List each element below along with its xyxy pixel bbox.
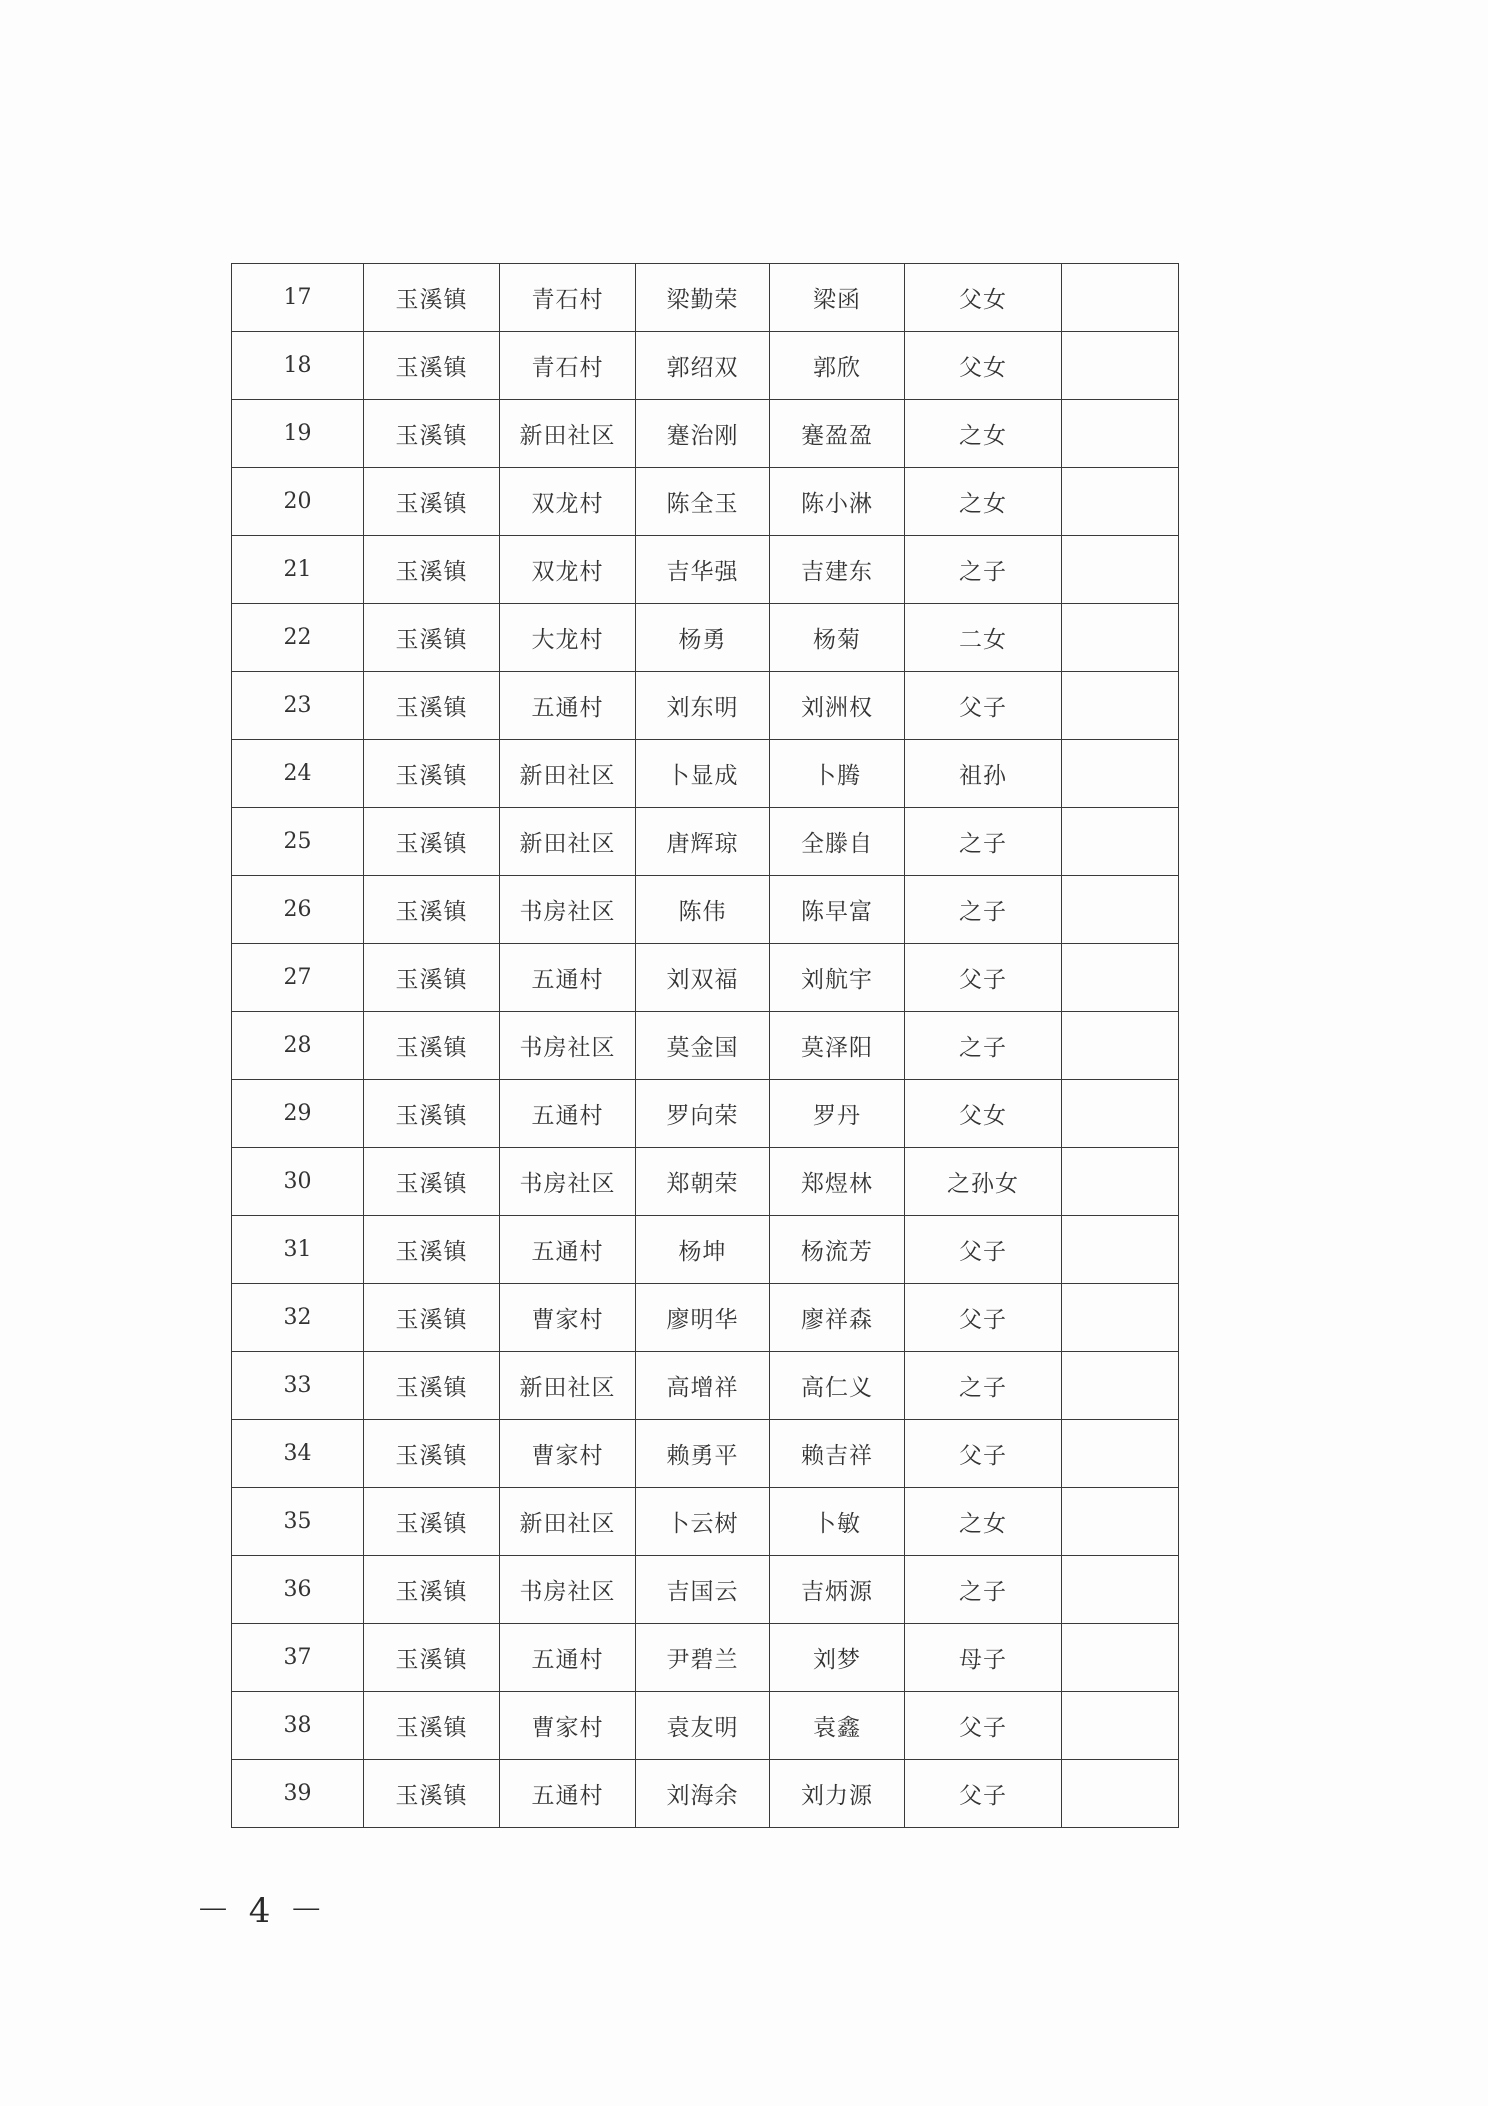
secondary-name-cell: 高仁义 xyxy=(770,1352,905,1420)
roster-table xyxy=(231,263,1179,1828)
row-number-cell: 32 xyxy=(232,1284,364,1352)
row-number-cell: 25 xyxy=(232,808,364,876)
table-row xyxy=(232,1216,1179,1284)
row-number-cell: 28 xyxy=(232,1012,364,1080)
table-row xyxy=(232,1080,1179,1148)
village-cell: 曹家村 xyxy=(500,1692,636,1760)
primary-name-cell: 郭绍双 xyxy=(636,332,770,400)
primary-name-cell: 吉国云 xyxy=(636,1556,770,1624)
note-cell xyxy=(1062,400,1179,468)
village-cell: 书房社区 xyxy=(500,876,636,944)
row-number-cell: 24 xyxy=(232,740,364,808)
relation-cell: 父子 xyxy=(905,944,1062,1012)
secondary-name-cell: 刘航宇 xyxy=(770,944,905,1012)
primary-name-cell: 杨勇 xyxy=(636,604,770,672)
town-cell: 玉溪镇 xyxy=(364,740,500,808)
row-number-cell: 20 xyxy=(232,468,364,536)
row-number-cell: 37 xyxy=(232,1624,364,1692)
table-row xyxy=(232,876,1179,944)
row-number-cell: 27 xyxy=(232,944,364,1012)
village-cell: 新田社区 xyxy=(500,400,636,468)
village-cell: 大龙村 xyxy=(500,604,636,672)
note-cell xyxy=(1062,1080,1179,1148)
town-cell: 玉溪镇 xyxy=(364,672,500,740)
village-cell: 五通村 xyxy=(500,1624,636,1692)
row-number-cell: 18 xyxy=(232,332,364,400)
row-number-cell: 34 xyxy=(232,1420,364,1488)
primary-name-cell: 刘海余 xyxy=(636,1760,770,1828)
note-cell xyxy=(1062,1352,1179,1420)
secondary-name-cell: 刘梦 xyxy=(770,1624,905,1692)
relation-cell: 之子 xyxy=(905,536,1062,604)
village-cell: 五通村 xyxy=(500,1216,636,1284)
town-cell: 玉溪镇 xyxy=(364,876,500,944)
village-cell: 新田社区 xyxy=(500,1352,636,1420)
note-cell xyxy=(1062,1420,1179,1488)
row-number-cell: 19 xyxy=(232,400,364,468)
note-cell xyxy=(1062,332,1179,400)
relation-cell: 母子 xyxy=(905,1624,1062,1692)
secondary-name-cell: 杨菊 xyxy=(770,604,905,672)
table-row xyxy=(232,1148,1179,1216)
secondary-name-cell: 刘洲权 xyxy=(770,672,905,740)
relation-cell: 父女 xyxy=(905,1080,1062,1148)
table-row xyxy=(232,672,1179,740)
secondary-name-cell: 罗丹 xyxy=(770,1080,905,1148)
table-row xyxy=(232,332,1179,400)
town-cell: 玉溪镇 xyxy=(364,1420,500,1488)
relation-cell: 父子 xyxy=(905,672,1062,740)
primary-name-cell: 罗向荣 xyxy=(636,1080,770,1148)
primary-name-cell: 唐辉琼 xyxy=(636,808,770,876)
note-cell xyxy=(1062,536,1179,604)
table-row xyxy=(232,740,1179,808)
row-number-cell: 36 xyxy=(232,1556,364,1624)
relation-cell: 之孙女 xyxy=(905,1148,1062,1216)
table-row xyxy=(232,604,1179,672)
town-cell: 玉溪镇 xyxy=(364,1692,500,1760)
table-row xyxy=(232,468,1179,536)
primary-name-cell: 刘双福 xyxy=(636,944,770,1012)
village-cell: 五通村 xyxy=(500,944,636,1012)
relation-cell: 之子 xyxy=(905,1556,1062,1624)
relation-cell: 父子 xyxy=(905,1420,1062,1488)
primary-name-cell: 梁勤荣 xyxy=(636,264,770,332)
town-cell: 玉溪镇 xyxy=(364,808,500,876)
relation-cell: 之子 xyxy=(905,808,1062,876)
secondary-name-cell: 袁鑫 xyxy=(770,1692,905,1760)
village-cell: 五通村 xyxy=(500,1760,636,1828)
relation-cell: 祖孙 xyxy=(905,740,1062,808)
table-row xyxy=(232,264,1179,332)
row-number-cell: 21 xyxy=(232,536,364,604)
town-cell: 玉溪镇 xyxy=(364,400,500,468)
primary-name-cell: 尹碧兰 xyxy=(636,1624,770,1692)
relation-cell: 二女 xyxy=(905,604,1062,672)
row-number-cell: 29 xyxy=(232,1080,364,1148)
town-cell: 玉溪镇 xyxy=(364,1148,500,1216)
primary-name-cell: 高增祥 xyxy=(636,1352,770,1420)
town-cell: 玉溪镇 xyxy=(364,1352,500,1420)
relation-cell: 父子 xyxy=(905,1760,1062,1828)
primary-name-cell: 卜显成 xyxy=(636,740,770,808)
row-number-cell: 31 xyxy=(232,1216,364,1284)
row-number-cell: 33 xyxy=(232,1352,364,1420)
relation-cell: 之女 xyxy=(905,400,1062,468)
town-cell: 玉溪镇 xyxy=(364,1556,500,1624)
table-row xyxy=(232,400,1179,468)
village-cell: 青石村 xyxy=(500,332,636,400)
secondary-name-cell: 莫泽阳 xyxy=(770,1012,905,1080)
secondary-name-cell: 卜腾 xyxy=(770,740,905,808)
village-cell: 曹家村 xyxy=(500,1420,636,1488)
relation-cell: 父子 xyxy=(905,1692,1062,1760)
town-cell: 玉溪镇 xyxy=(364,1284,500,1352)
village-cell: 书房社区 xyxy=(500,1148,636,1216)
note-cell xyxy=(1062,740,1179,808)
relation-cell: 父女 xyxy=(905,332,1062,400)
table-row xyxy=(232,808,1179,876)
primary-name-cell: 莫金国 xyxy=(636,1012,770,1080)
note-cell xyxy=(1062,672,1179,740)
primary-name-cell: 陈全玉 xyxy=(636,468,770,536)
note-cell xyxy=(1062,604,1179,672)
village-cell: 新田社区 xyxy=(500,808,636,876)
town-cell: 玉溪镇 xyxy=(364,536,500,604)
secondary-name-cell: 杨流芳 xyxy=(770,1216,905,1284)
village-cell: 书房社区 xyxy=(500,1556,636,1624)
row-number-cell: 30 xyxy=(232,1148,364,1216)
table-row xyxy=(232,1284,1179,1352)
table-row xyxy=(232,944,1179,1012)
relation-cell: 之子 xyxy=(905,1352,1062,1420)
secondary-name-cell: 吉炳源 xyxy=(770,1556,905,1624)
primary-name-cell: 赖勇平 xyxy=(636,1420,770,1488)
village-cell: 双龙村 xyxy=(500,468,636,536)
relation-cell: 父女 xyxy=(905,264,1062,332)
row-number-cell: 17 xyxy=(232,264,364,332)
village-cell: 书房社区 xyxy=(500,1012,636,1080)
note-cell xyxy=(1062,944,1179,1012)
town-cell: 玉溪镇 xyxy=(364,264,500,332)
table-row xyxy=(232,536,1179,604)
primary-name-cell: 卜云树 xyxy=(636,1488,770,1556)
secondary-name-cell: 梁函 xyxy=(770,264,905,332)
row-number-cell: 38 xyxy=(232,1692,364,1760)
table-row xyxy=(232,1692,1179,1760)
note-cell xyxy=(1062,1556,1179,1624)
relation-cell: 之子 xyxy=(905,1012,1062,1080)
note-cell xyxy=(1062,808,1179,876)
primary-name-cell: 郑朝荣 xyxy=(636,1148,770,1216)
secondary-name-cell: 全滕自 xyxy=(770,808,905,876)
relation-cell: 之子 xyxy=(905,876,1062,944)
secondary-name-cell: 陈小淋 xyxy=(770,468,905,536)
note-cell xyxy=(1062,1760,1179,1828)
row-number-cell: 22 xyxy=(232,604,364,672)
primary-name-cell: 吉华强 xyxy=(636,536,770,604)
village-cell: 青石村 xyxy=(500,264,636,332)
relation-cell: 父子 xyxy=(905,1284,1062,1352)
table-row xyxy=(232,1352,1179,1420)
table-row xyxy=(232,1012,1179,1080)
primary-name-cell: 蹇治刚 xyxy=(636,400,770,468)
secondary-name-cell: 卜敏 xyxy=(770,1488,905,1556)
primary-name-cell: 袁友明 xyxy=(636,1692,770,1760)
note-cell xyxy=(1062,1216,1179,1284)
town-cell: 玉溪镇 xyxy=(364,1488,500,1556)
primary-name-cell: 刘东明 xyxy=(636,672,770,740)
relation-cell: 之女 xyxy=(905,1488,1062,1556)
village-cell: 曹家村 xyxy=(500,1284,636,1352)
secondary-name-cell: 郭欣 xyxy=(770,332,905,400)
note-cell xyxy=(1062,1284,1179,1352)
primary-name-cell: 陈伟 xyxy=(636,876,770,944)
relation-cell: 之女 xyxy=(905,468,1062,536)
secondary-name-cell: 蹇盈盈 xyxy=(770,400,905,468)
row-number-cell: 23 xyxy=(232,672,364,740)
note-cell xyxy=(1062,264,1179,332)
note-cell xyxy=(1062,876,1179,944)
row-number-cell: 26 xyxy=(232,876,364,944)
table-row xyxy=(232,1420,1179,1488)
secondary-name-cell: 廖祥森 xyxy=(770,1284,905,1352)
table-row xyxy=(232,1760,1179,1828)
table-row xyxy=(232,1488,1179,1556)
town-cell: 玉溪镇 xyxy=(364,604,500,672)
relation-cell: 父子 xyxy=(905,1216,1062,1284)
town-cell: 玉溪镇 xyxy=(364,1080,500,1148)
secondary-name-cell: 郑煜林 xyxy=(770,1148,905,1216)
village-cell: 新田社区 xyxy=(500,1488,636,1556)
note-cell xyxy=(1062,1012,1179,1080)
row-number-cell: 35 xyxy=(232,1488,364,1556)
note-cell xyxy=(1062,1488,1179,1556)
town-cell: 玉溪镇 xyxy=(364,1624,500,1692)
note-cell xyxy=(1062,1624,1179,1692)
primary-name-cell: 廖明华 xyxy=(636,1284,770,1352)
note-cell xyxy=(1062,1692,1179,1760)
table-row xyxy=(232,1624,1179,1692)
secondary-name-cell: 赖吉祥 xyxy=(770,1420,905,1488)
secondary-name-cell: 陈早富 xyxy=(770,876,905,944)
note-cell xyxy=(1062,468,1179,536)
village-cell: 五通村 xyxy=(500,1080,636,1148)
secondary-name-cell: 吉建东 xyxy=(770,536,905,604)
town-cell: 玉溪镇 xyxy=(364,468,500,536)
town-cell: 玉溪镇 xyxy=(364,1760,500,1828)
table-row xyxy=(232,1556,1179,1624)
town-cell: 玉溪镇 xyxy=(364,1012,500,1080)
town-cell: 玉溪镇 xyxy=(364,332,500,400)
secondary-name-cell: 刘力源 xyxy=(770,1760,905,1828)
village-cell: 新田社区 xyxy=(500,740,636,808)
town-cell: 玉溪镇 xyxy=(364,1216,500,1284)
town-cell: 玉溪镇 xyxy=(364,944,500,1012)
roster-table-body xyxy=(232,264,1179,1828)
primary-name-cell: 杨坤 xyxy=(636,1216,770,1284)
row-number-cell: 39 xyxy=(232,1760,364,1828)
village-cell: 五通村 xyxy=(500,672,636,740)
page-number: － 4 － xyxy=(196,1891,328,1931)
village-cell: 双龙村 xyxy=(500,536,636,604)
note-cell xyxy=(1062,1148,1179,1216)
